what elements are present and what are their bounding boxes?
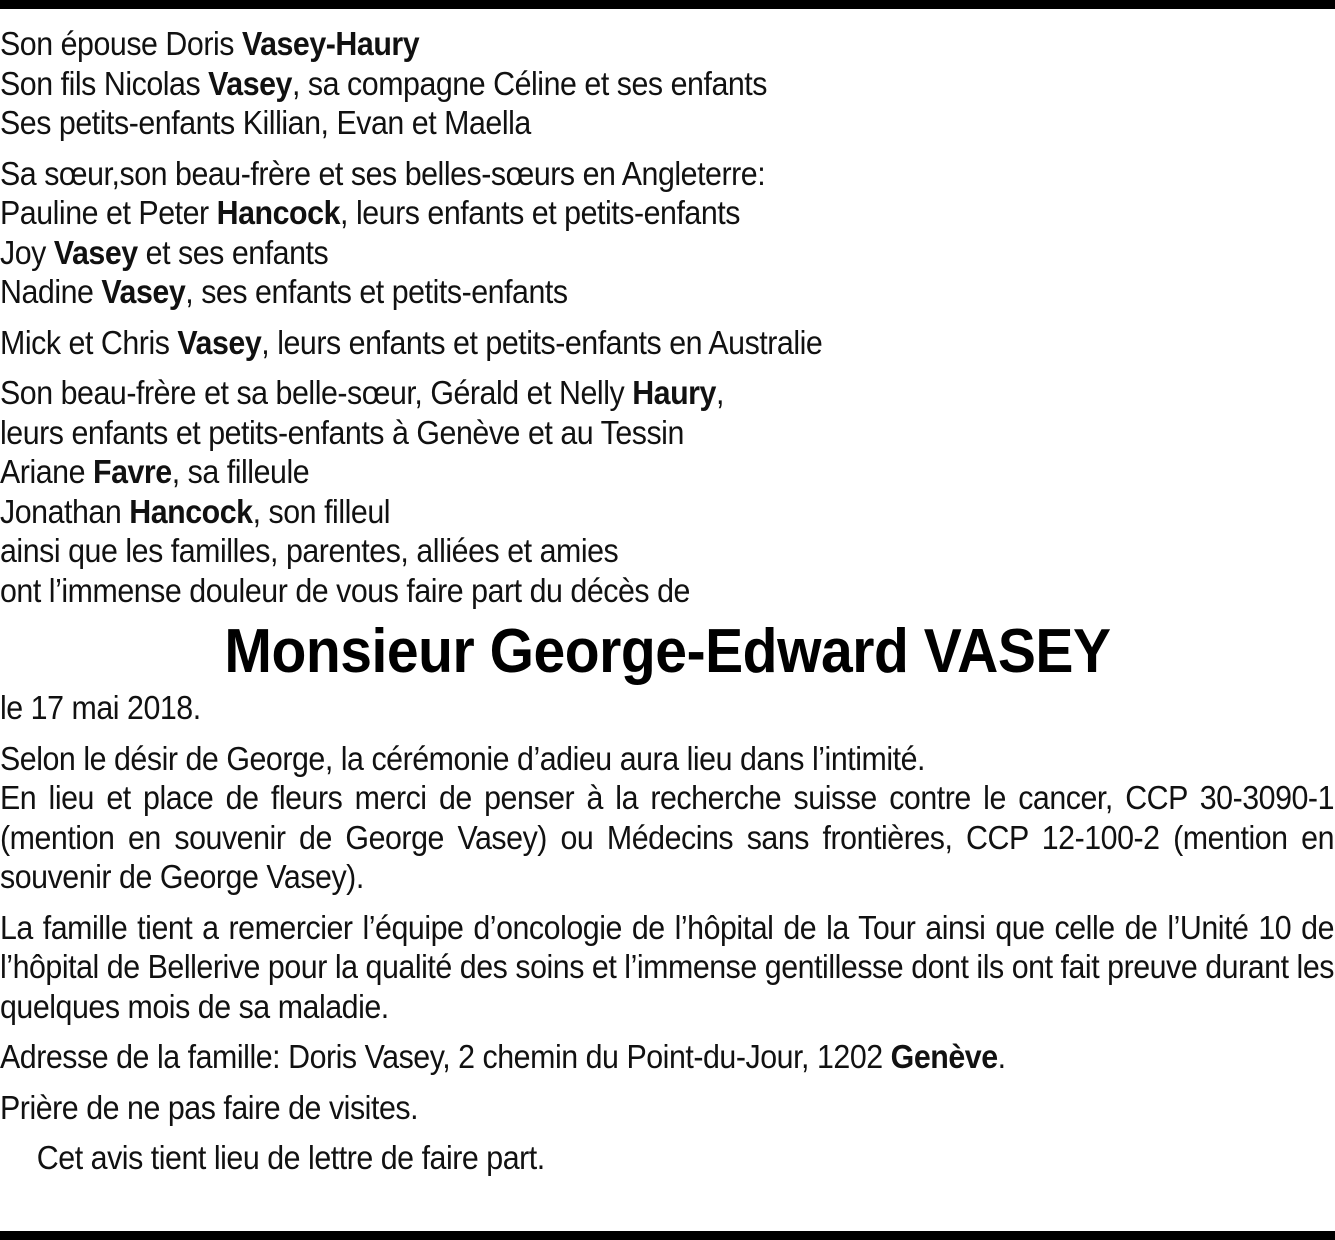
family-line: Son épouse Doris Vasey-Haury — [0, 25, 420, 62]
bottom-rule — [0, 1231, 1335, 1240]
siblings-line: Joy Vasey et ses enfants — [0, 233, 329, 271]
visits-line: Prière de ne pas faire de visites. — [0, 1088, 419, 1126]
ceremony-paragraph: Selon le désir de George, la cérémonie d’adieu aura lieu dans l’intimité. — [0, 739, 926, 777]
siblings-block — [0, 154, 1335, 312]
family-line: Son fils Nicolas Vasey, sa compagne Céline et ses enfants — [0, 64, 768, 102]
inlaws-line: Jonathan Hancock, son filleul — [0, 492, 391, 530]
siblings-line: Sa sœur,son beau-frère et ses belles-sœurs en Angleterre: — [0, 154, 766, 192]
address-line: Adresse de la famille: Doris Vasey, 2 chemin du Point-du-Jour, 1202 Genève. — [0, 1038, 1006, 1075]
donation-paragraph: En lieu et place de fleurs merci de penser à la recherche suisse contre le cancer, CCP 30-3090-1 (mention en souvenir de George Vasey) ou Médecins sans frontières, CCP 12-100-2 (mention en souvenir de George Vasey). — [0, 779, 1334, 895]
inlaws-line: ainsi que les familles, parentes, alliées et amies — [0, 532, 619, 569]
inlaws-line: ont l’immense douleur de vous faire part du décès de — [0, 571, 690, 609]
thanks-paragraph: La famille tient a remercier l’équipe d’oncologie de l’hôpital de la Tour ainsi que celle de l’Unité 10 de l’hôpital de Bellerive pour la qualité des soins et l’immense gentillesse dont ils ont fait preuve durant les quelques mois de sa maladie. — [0, 908, 1334, 1025]
inlaws-block — [0, 373, 1335, 610]
closing-line: Cet avis tient lieu de lettre de faire part. — [36, 1139, 545, 1176]
inlaws-line: Son beau-frère et sa belle-sœur, Gérald et Nelly Haury, — [0, 374, 724, 411]
inlaws-line: Ariane Favre, sa filleule — [0, 453, 310, 490]
siblings-line: Nadine Vasey, ses enfants et petits-enfants — [0, 273, 568, 310]
australia-line: Mick et Chris Vasey, leurs enfants et petits-enfants en Australie — [0, 323, 823, 361]
siblings-line: Pauline et Peter Hancock, leurs enfants et petits-enfants — [0, 194, 740, 231]
family-block — [0, 24, 1335, 143]
inlaws-line: leurs enfants et petits-enfants à Genève et au Tessin — [0, 413, 684, 451]
death-notice — [0, 24, 1335, 1178]
family-line: Ses petits-enfants Killian, Evan et Maella — [0, 104, 531, 141]
deceased-name: Monsieur George-Edward VASEY — [224, 617, 1111, 686]
date-line: le 17 mai 2018. — [0, 689, 201, 726]
top-rule — [0, 0, 1335, 9]
